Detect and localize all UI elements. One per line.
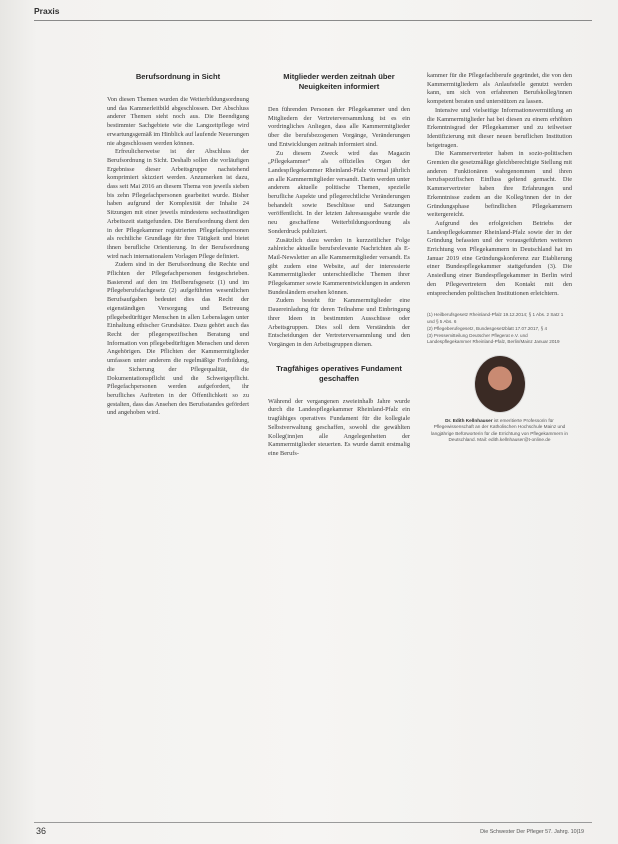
- author-name: Dr. Edith Kellnhauser: [445, 417, 493, 423]
- header-divider: [34, 20, 592, 21]
- article-column-3: [427, 72, 572, 443]
- column-2-second-heading: Tragfähiges operatives Fundament geschaffen: [276, 363, 402, 383]
- footnotes: [427, 312, 572, 345]
- body-paragraph: Aufgrund des erfolgreichen Betriebs der Landespflegekammer Rheinland-Pfalz sowie der in der Gründung befassten und der vorausgeführten weiteren Errichtung von Pflegekammern in Deutschland hat im Januar 2019 eine Gründungskonferenz zur Etablierung einer Bundespflegekammer stattgefunden (3). Die Ansiedlung einer Bundespflegekammer in Berlin wird den Pflegevertretern den Kontakt mit den entsprechenden politischen Institutionen erleichtern.: [427, 219, 572, 297]
- body-paragraph: Zusätzlich dazu werden in kurzzeitlicher Folge zahlreiche aktuelle berufsrelevante Nachrichten als E-Mail-Newsletter an alle Kammermitglieder versandt. Es gibt zudem eine Website, auf der interessierte Kammermitglieder unterschiedliche Themen ihrer Pflegekammer sowie Kammerentwicklungen in anderen Bundesländern ersehen können.: [268, 236, 410, 296]
- author-bio: [427, 418, 572, 444]
- footnote: (3) Pressemitteilung Deutscher Pflegerat e.V. und Landespflegekammer Rheinland-Pfalz, Berlin/Mainz Januar 2019: [427, 333, 560, 345]
- body-paragraph: Zudem besteht für Kammermitglieder eine Dauereinladung für deren Teilnahme und Einbringung ihrer Ideen in bestimmten Ausschüsse oder Arbeitsgruppen. Dies soll dem Verständnis der Entscheidungen der Vertreterversammlung und den Vorgängen in den Arbeitsgruppen dienen.: [268, 297, 410, 348]
- body-paragraph: Während der vergangenen zweieinhalb Jahre wurde durch die Landespflegekammer Rheinland-Pfalz ein tragfähiges operatives Fundament für die kollegiale Selbstverwaltung geschaffen, sowohl die gewählten Kolleg(inn)en alle Angelegenheiten der Kammermitglieder steuerten. Es wurde damit erstmalig eine Berufs-: [268, 397, 410, 457]
- article-column-2: [268, 72, 410, 459]
- footer-divider: [34, 822, 592, 823]
- body-paragraph: Erfreulicherweise ist der Abschluss der Berufsordnung in Sicht. Deshalb sollen die vorläufigen Ergebnisse dieser Arbeitsgruppe nachstehend komprimiert skizziert werden. Anzumerken ist dazu, dass seit Mai 2016 an diesem Thema von jeweils sieben bis zehn Pflegefachpersonen gearbeitet wurde. Bisher haben aufgrund der Komplexität der Inhalte 24 Sitzungen mit einer jeweils mindestens sechsstündigen Arbeitszeit stattgefunden. Die Berufsordnung dient den in der Pflegekammer registrierten Pflegefachpersonen als rechtliche Grundlage für ihre Tätigkeit und bietet ihnen berufliche Orientierung. In der Berufsordnung wird nach internationalem Vorlagen Pflege definiert.: [107, 148, 249, 260]
- article-column-1: [107, 72, 249, 418]
- column-2-heading: Mitglieder werden zeitnah über Neuigkeiten informiert: [283, 72, 395, 91]
- author-portrait: [475, 356, 525, 412]
- body-paragraph: Den führenden Personen der Pflegekammer und den Mitgliedern der Vertreterversammlung ist es ein vordringliches Anliegen, dass alle Kammermitglieder über die berufsbezogenen Vorgänge, Veränderungen und Entwicklungen zeitnah informiert sind.: [268, 106, 410, 148]
- body-paragraph: Intensive und vielseitige Informationsvermittlung an die Kammermitglieder hat bei diesen zu einem erhöhten Erkenntnisgrad der Pflegekammer und zu teilweiser Identifizierung mit dieser neuen beruflichen Institution beigetragen.: [427, 106, 572, 149]
- page-number: 36: [36, 826, 47, 836]
- body-paragraph: kammer für die Pflegefachberufe gegründet, die von den Kammermitgliedern als Anlaufstelle genutzt werden kann, um sich von erfahrenen Berufskolleg/innen kompetent beraten und unterstützen zu lassen.: [427, 72, 572, 106]
- footnote: (1) Heilberufsgesetz Rheinland-Pfalz 19.12.2014; § 1 Abs. 2 Satz 1 und § 5 Abs. 6: [427, 312, 564, 324]
- body-paragraph: Von diesen Themen wurden die Weiterbildungsordnung und das Kammerleitbild abgeschlossen. Der Abschluss anderer Themen steht noch aus. Die Beendigung bestimmter Sachgebiete wie die Langzeitpflege wird erwartungsgemäß im Hinblick auf laufende Neuerungen nie abgeschlossen werden können.: [107, 96, 249, 147]
- column-1-heading: Berufsordnung in Sicht: [135, 72, 221, 81]
- journal-reference: Die Schwester Der Pfleger 57. Jahrg. 10|19: [480, 829, 584, 835]
- section-label: Praxis: [34, 6, 60, 16]
- author-description: ist emeritierte Professorin für Pflegewissenschaft an der Katholischen Hochschule Mainz und langjährige Befürworterin für die Errichtung von Pflegekammern in Deutschland. Mail: edith.kellnhauser@t-online.de: [430, 417, 569, 442]
- body-paragraph: Die Kammervertreter haben in sozio-politischen Gremien die gesetzmäßige gleichberechtigte Stellung mit anderen Funktionären wahrgenommen und ihren berufsspezifischen Einfluss geltend gemacht. Die Kammervertreter haben ihre Erfahrungen und Erkenntnisse zudem an die Kolleg/innen der in der Gründungsphase befindlichen Pflegekammern weitergereicht.: [427, 150, 572, 219]
- body-paragraph: Zu diesem Zweck wird das Magazin „Pflegekammer“ als offizielles Organ der Landespflegekammer Rheinland-Pfalz viermal jährlich an alle Kammermitglieder versandt. Darin werden unter anderem aktuelle politische Themen, spezielle berufliche Aspekte und pflegerechtliche Veränderungen behandelt sowie Beschlüsse und Satzungen veröffentlicht. In der letzten Jahresausgabe wurde die neu geschaffene Weiterbildungsordnung als Sonderdruck publiziert.: [268, 149, 410, 235]
- body-paragraph: Zudem sind in der Berufsordnung die Rechte und Pflichten der Pflegefachpersonen festgeschrieben. Basierend auf den im Heilberufsgesetz (1) und im Pflegeberufsfachgesetz (2) aufgeführten wesentlichen Berufsaufgaben bedeutet dies das Recht der eigenständigen Versorgung und Betreuung pflegebedürftiger Menschen in allen Lebenslagen unter Einhaltung ethischer Grundsätze. Dazu gehört auch das Recht der pflegerspezifischen Beratung und Information von pflegebedürftigen Menschen und deren Angehörigen. Die Pflichten der Kammermitglieder umfassen unter anderem die regelmäßige Fortbildung, die Sicherung der Pflegequalität, die Dokumentationspflicht und die Schweigepflicht. Pflegefachpersonen werden aufgefordert, ihr berufliches Auftreten in der Öffentlichkeit so zu gestalten, dass das Ansehen des Berufsstandes gefördert und angehoben wird.: [107, 261, 249, 417]
- footnote: (2) Pflegeberufegesetz, Bundesgesetzblatt 17.07.2017, § 4: [427, 325, 548, 331]
